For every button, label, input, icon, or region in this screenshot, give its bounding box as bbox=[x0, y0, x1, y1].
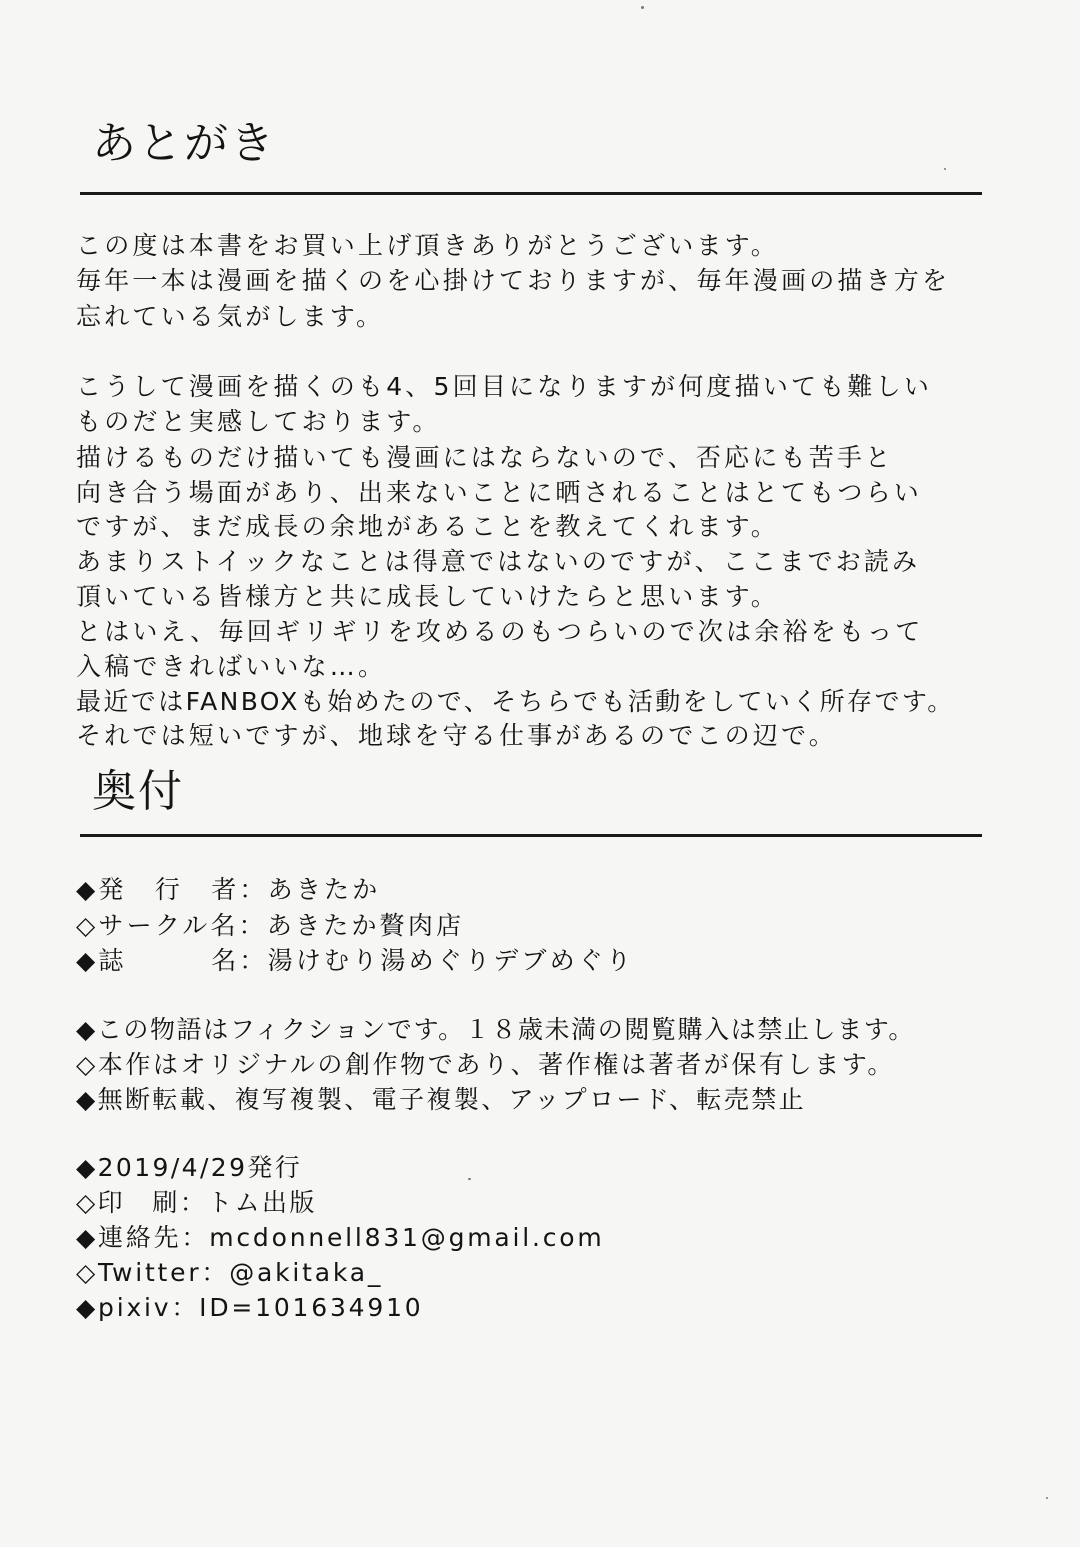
afterword-line: ものだと実感しております。 bbox=[76, 407, 441, 436]
afterword-line: あまりストイックなことは得意ではないのですが、ここまでお読み bbox=[76, 547, 921, 576]
afterword-divider bbox=[80, 192, 982, 195]
afterword-line: 描けるものだけ描いても漫画にはならないので、否応にも苦手と bbox=[76, 443, 894, 472]
scan-speck bbox=[944, 168, 946, 170]
scan-speck bbox=[641, 6, 644, 9]
notice-line: ◆この物語はフィクションです。１８歳未満の閲覧購入は禁止します。 bbox=[76, 1015, 915, 1044]
email-line: ◆連絡先：mcdonnell831@gmail.com bbox=[76, 1223, 605, 1252]
afterword-line: 入稿できればいいな…。 bbox=[76, 652, 387, 681]
afterword-line: この度は本書をお買い上げ頂きありがとうございます。 bbox=[76, 231, 780, 260]
notice-line: ◇本作はオリジナルの創作物であり、著作権は著者が保有します。 bbox=[76, 1050, 895, 1079]
scan-speck bbox=[468, 1178, 471, 1180]
colophon-heading: 奥付 bbox=[92, 766, 184, 817]
afterword-line: 頂いている皆様方と共に成長していけたらと思います。 bbox=[76, 582, 780, 611]
afterword-line: 最近ではFANBOXも始めたので、そちらでも活動をしていく所存です。 bbox=[76, 687, 955, 716]
scan-speck bbox=[1046, 1497, 1048, 1499]
printer-line: ◇印 刷：トム出版 bbox=[76, 1188, 317, 1217]
afterword-line: とはいえ、毎回ギリギリを攻めるのもつらいので次は余裕をもって bbox=[76, 617, 924, 646]
afterword-line: 忘れている気がします。 bbox=[76, 302, 385, 331]
afterword-line: それでは短いですが、地球を守る仕事があるのでこの辺で。 bbox=[76, 721, 837, 750]
afterword-line: 毎年一本は漫画を描くのを心掛けておりますが、毎年漫画の描き方を bbox=[76, 266, 951, 295]
title-line: ◆誌 名：湯けむり湯めぐりデブめぐり bbox=[76, 946, 635, 975]
publisher-line: ◆発 行 者：あきたか bbox=[76, 875, 381, 904]
colophon-divider bbox=[80, 834, 982, 837]
afterword-heading: あとがき bbox=[92, 118, 276, 169]
twitter-line: ◇Twitter：@akitaka_ bbox=[76, 1258, 384, 1287]
afterword-line: 向き合う場面があり、出来ないことに晒されることはとてもつらい bbox=[76, 478, 923, 507]
notice-line: ◆無断転載、複写複製、電子複製、アップロード、転売禁止 bbox=[76, 1085, 807, 1114]
pixiv-line: ◆pixiv：ID=101634910 bbox=[76, 1293, 424, 1322]
afterword-line: こうして漫画を描くのも4、5回目になりますが何度描いても難しい bbox=[76, 372, 933, 401]
publish-date-line: ◆2019/4/29発行 bbox=[76, 1153, 303, 1182]
circle-name-line: ◇サークル名：あきたか贅肉店 bbox=[76, 911, 465, 940]
afterword-line: ですが、まだ成長の余地があることを教えてくれます。 bbox=[76, 512, 780, 541]
